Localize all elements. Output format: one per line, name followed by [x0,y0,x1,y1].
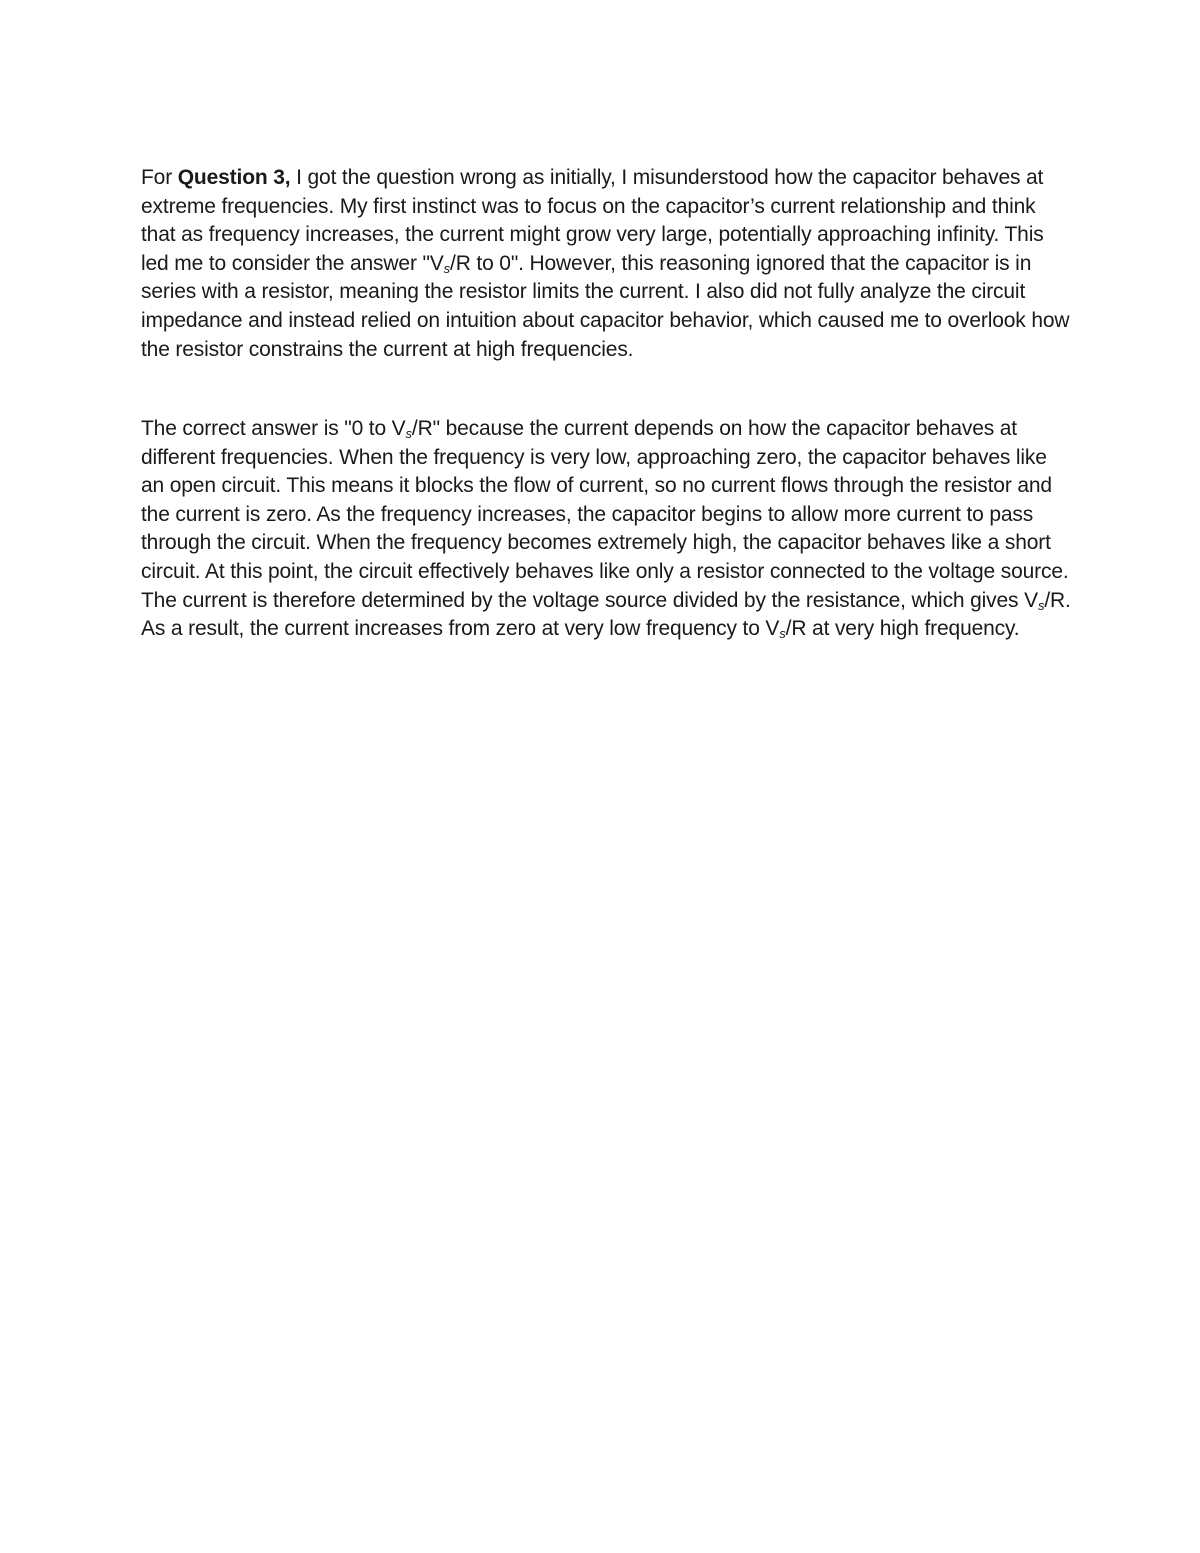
subscript-s: s [779,626,786,642]
paragraph-2-text-c: /R. As a result, the current increases from zero at very low frequency to V [141,588,1071,641]
paragraph-2-text-b: /R" because the current depends on how the capacitor behaves at different frequencies. When the frequency is very low, approaching zero, the capacitor behaves like an open circuit. This means it blocks the flow of current, so no current flows through the resistor and the current is zero. As the frequency increases, the capacitor begins to allow more current to pass through the circuit. When the frequency becomes extremely high, the capacitor behaves like a short circuit. At this point, the circuit effectively behaves like only a resistor connected to the voltage source. The current is therefore determined by the voltage source divided by the resistance, which gives V [141,417,1069,612]
question-label: Question 3, [177,166,291,189]
paragraph-question-3-reflection [141,164,1071,364]
paragraph-1-text-a: I got the question wrong as initially, I misunderstood how the capacitor behaves at extreme frequencies. My first instinct was to focus on the capacitor’s current relationship and think that as frequency increases, the current might grow very large, potentially approaching infinity. This led me to consider the answer "V [141,166,1044,275]
subscript-s: s [443,260,451,276]
paragraph-2-text-d: /R at very high frequency. [785,617,1020,641]
paragraph-1-lead: For [141,166,178,189]
paragraph-correct-answer-explanation [141,415,1071,644]
paragraph-1-text-b: /R to 0". However, this reasoning ignored that the capacitor is in series with a resistor, meaning the resistor limits the current. I also did not fully analyze the circuit impedance and instead relied on intuition about capacitor behavior, which caused me to overlook how the resistor constrains the current at high frequencies. [141,251,1070,361]
paragraph-2-text-a: The correct answer is "0 to V [141,417,406,440]
subscript-s: s [405,426,412,441]
subscript-s: s [1037,597,1045,613]
